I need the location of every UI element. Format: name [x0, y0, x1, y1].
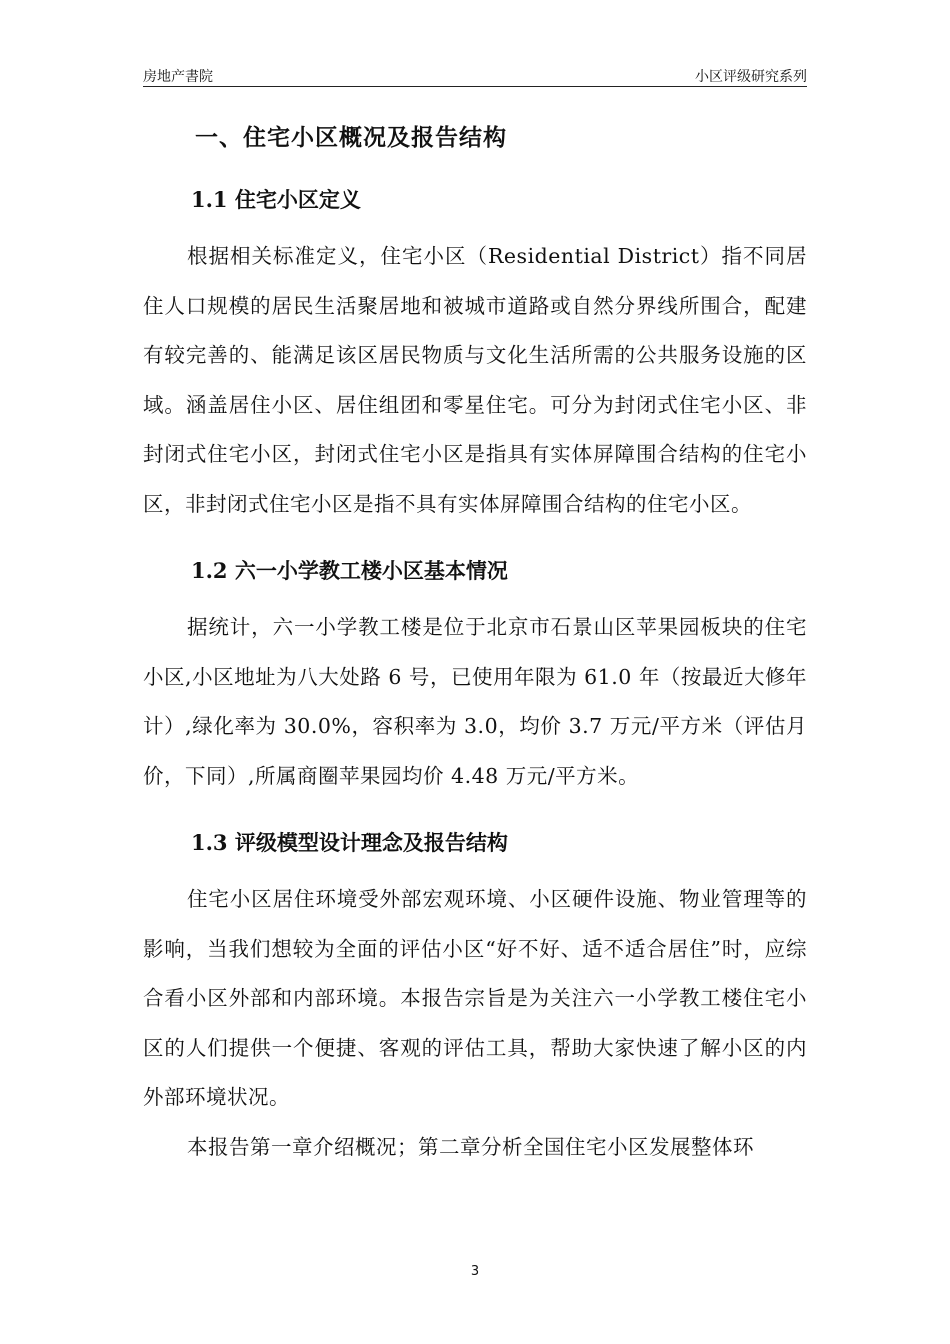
- header-publisher: 房地产書院: [143, 69, 213, 85]
- header-series-title: 小区评级研究系列: [695, 69, 807, 85]
- section-paragraph-1-3-continued: 本报告第一章介绍概况；第二章分析全国住宅小区发展整体环: [187, 1134, 754, 1159]
- section-heading-1-2: 1.2 六一小学教工楼小区基本情况: [191, 558, 508, 583]
- page-header: [143, 64, 807, 87]
- section-paragraph-1-2: 据统计，六一小学教工楼是位于北京市石景山区苹果园板块的住宅小区,小区地址为八大处路 6 号，已使用年限为 61.0 年（按最近大修年计）,绿化率为 30.0%，容积率为 3.0，均价 3.7 万元/平方米（评估月价，下同）,所属商圈苹果园均价 4.48 万元/平方米。: [143, 615, 807, 788]
- chapter-title: 一、住宅小区概况及报告结构: [195, 124, 507, 151]
- document-body: [143, 118, 807, 1172]
- section-heading-1-1: 1.1 住宅小区定义: [191, 187, 361, 212]
- page-number: 3: [470, 1264, 480, 1279]
- section-paragraph-1-1: 根据相关标准定义，住宅小区（Residential District）指不同居住人口规模的居民生活聚居地和被城市道路或自然分界线所围合，配建有较完善的、能满足该区居民物质与文化生活所需的公共服务设施的区域。涵盖居住小区、居住组团和零星住宅。可分为封闭式住宅小区、非封闭式住宅小区，封闭式住宅小区是指具有实体屏障围合结构的住宅小区，非封闭式住宅小区是指不具有实体屏障围合结构的住宅小区。: [143, 244, 807, 516]
- section-heading-1-3: 1.3 评级模型设计理念及报告结构: [191, 830, 508, 855]
- section-paragraph-1-3: 住宅小区居住环境受外部宏观环境、小区硬件设施、物业管理等的影响，当我们想较为全面的评估小区“好不好、适不适合居住”时，应综合看小区外部和内部环境。本报告宗旨是为关注六一小学教工楼住宅小区的人们提供一个便捷、客观的评估工具，帮助大家快速了解小区的内外部环境状况。: [143, 887, 807, 1109]
